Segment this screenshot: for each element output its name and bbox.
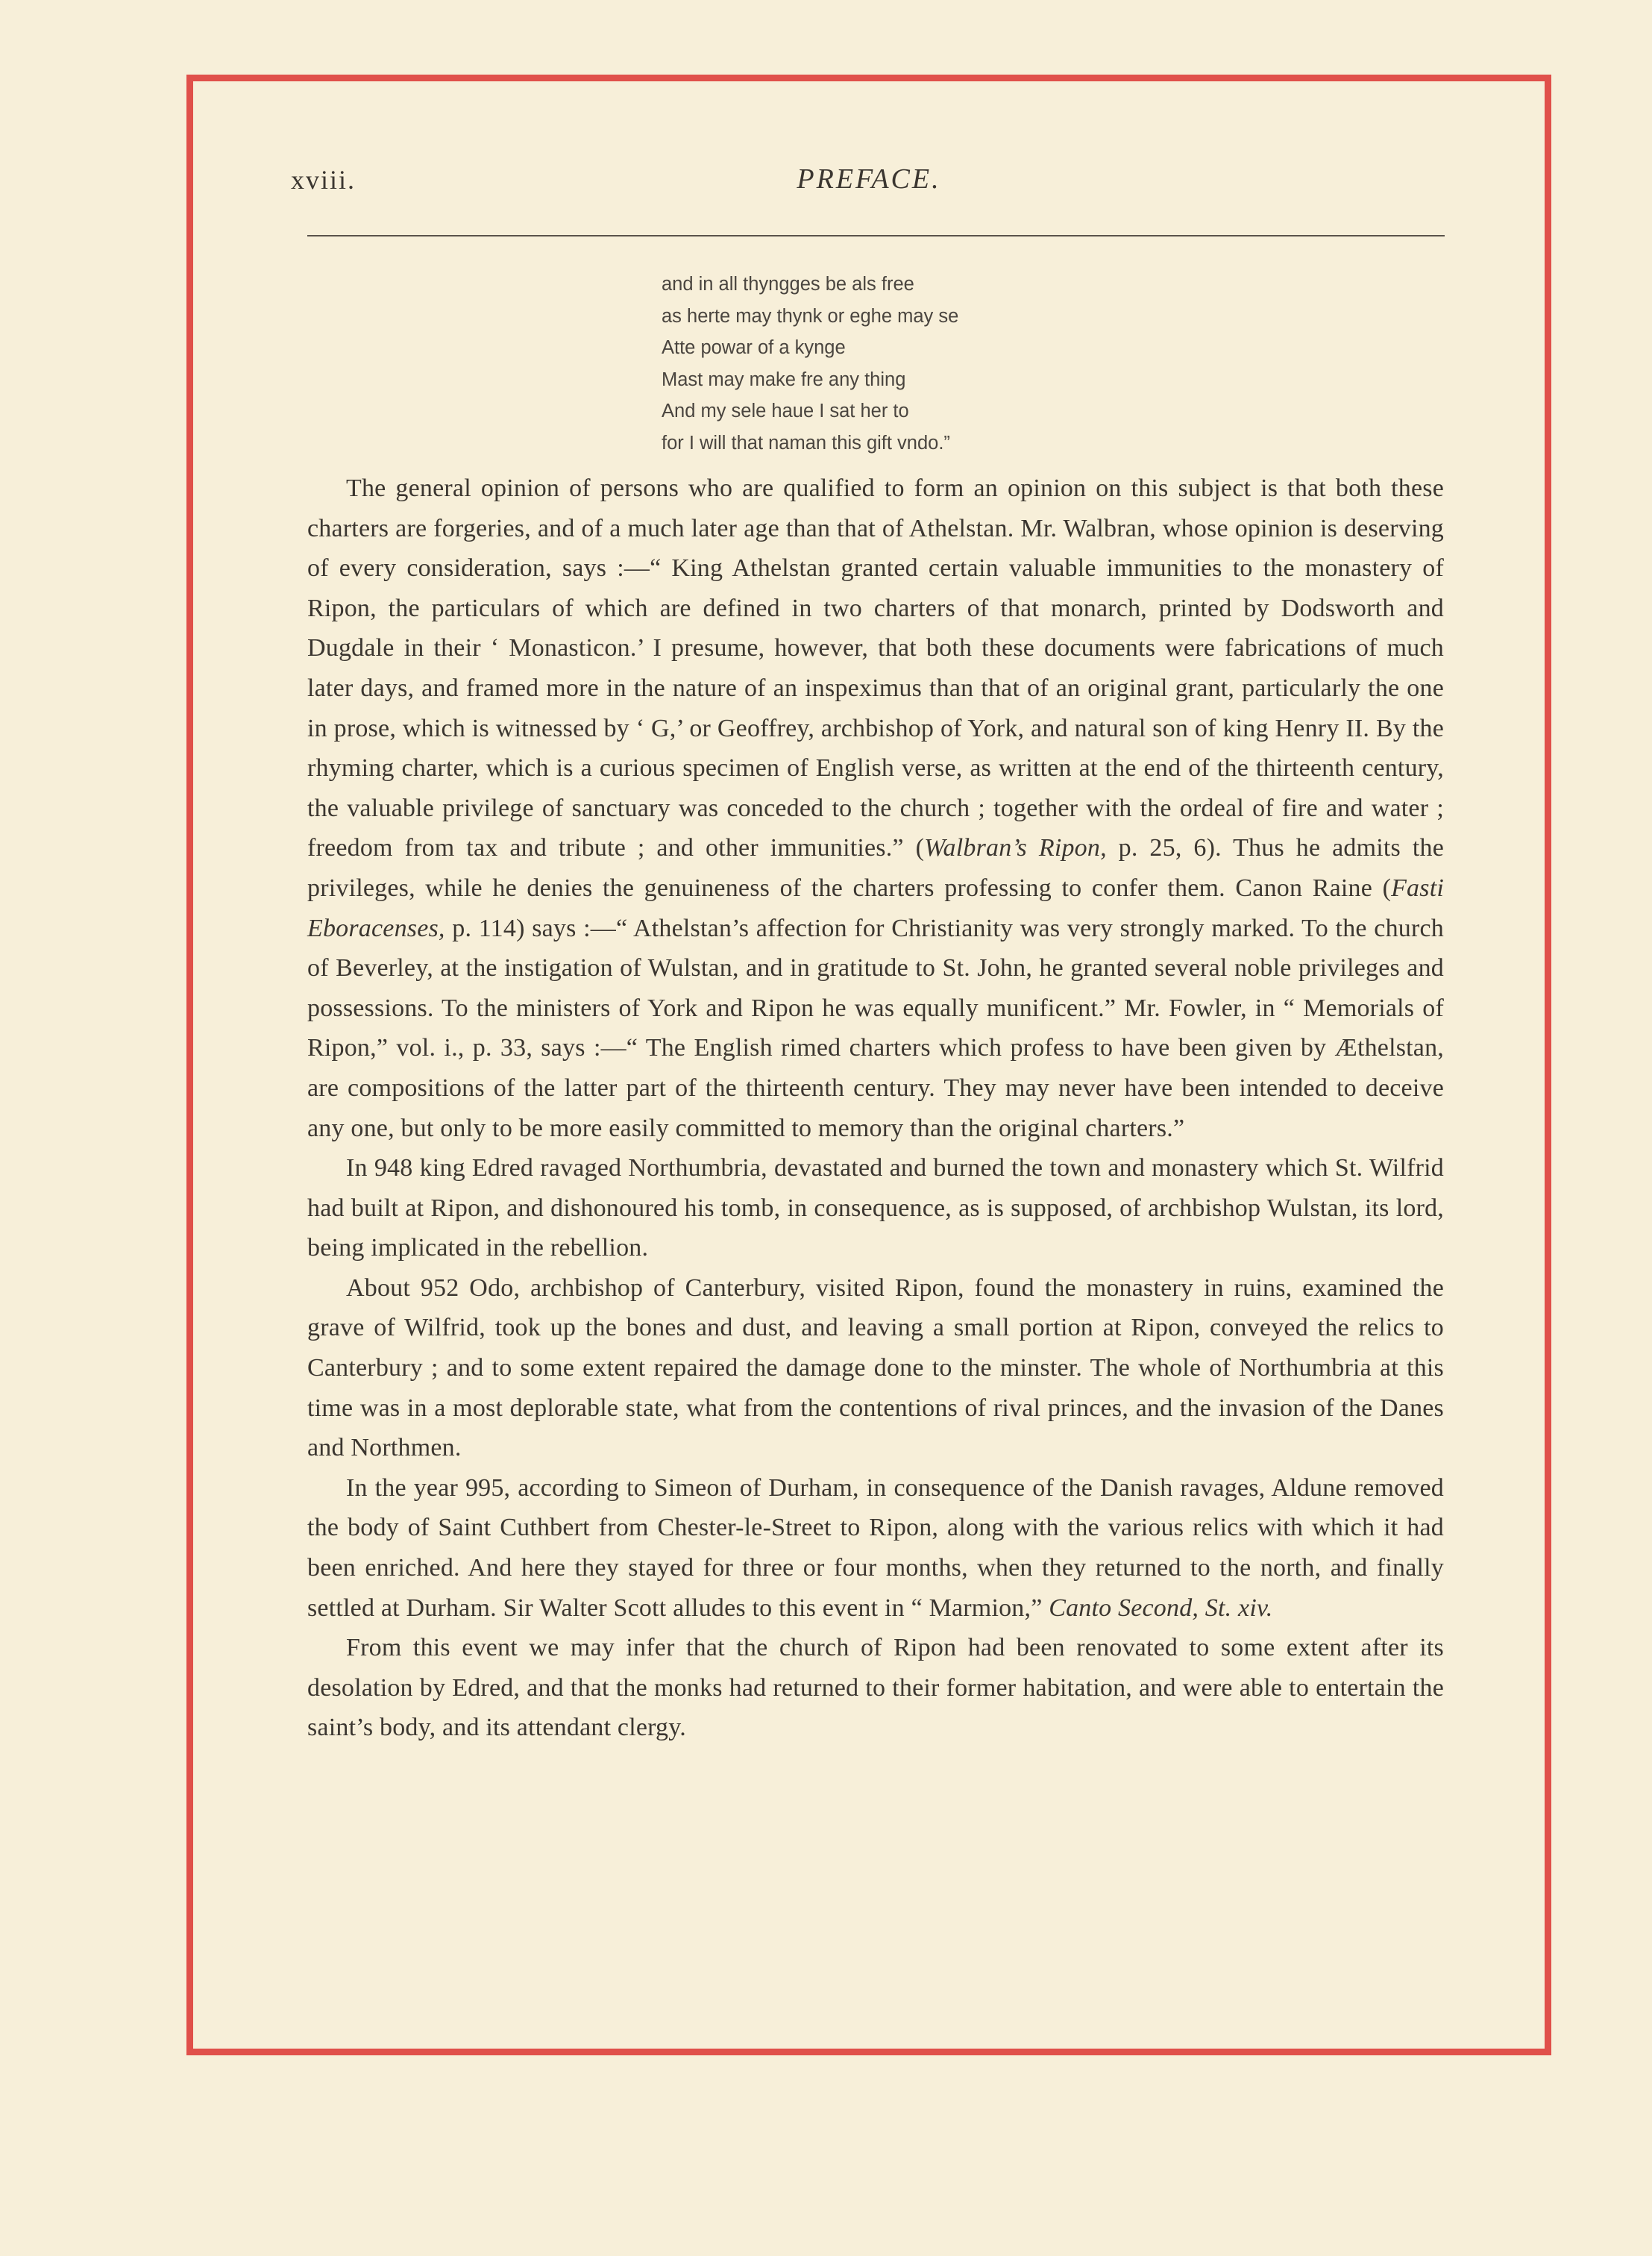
verse-line: for I will that naman this gift vndo.” — [662, 432, 950, 454]
running-title: PREFACE. — [797, 163, 941, 195]
citation-walbran: Walbran’s Ripon, — [924, 834, 1107, 862]
verse-line: and in all thyngges be als free — [662, 274, 914, 295]
verse-line: Mast may make fre any thing — [662, 369, 906, 390]
verse-quotation — [662, 269, 958, 459]
body-text — [307, 469, 1444, 1748]
verse-line: And my sele haue I sat her to — [662, 401, 909, 422]
page-header — [291, 157, 1447, 209]
paragraph-text: p. 25, 6). Thus he admits the privileges, while he denies the genuineness of the charters professing to confer them. Canon Raine ( — [307, 834, 1444, 902]
paragraph-odo: About 952 Odo, archbishop of Canterbury, visited Ripon, found the monastery in ruins, examined the grave of Wilfrid, took up the bones and dust, and leaving a small portion at Ripon, conveyed the relics to Canterbury ; and to some extent repaired the damage done to the minster. The whole of Northumbria at this time was in a most deplorable state, what from the contentions of rival princes, and the invasion of the Danes and Northmen. — [307, 1273, 1444, 1462]
citation-fasti: Fasti Eboracenses, — [307, 874, 1444, 942]
header-rule — [307, 235, 1445, 236]
paragraph-text: The general opinion of persons who are qualified to form an opinion on this subject is that both these charters are forgeries, and of a much later age than that of Athelstan. Mr. Walbran, whose opinion is deserving of every consideration, says :—“ King Athelstan granted certain valuable immunities to the monastery of Ripon, the particulars of which are defined in two charters of that monarch, printed by Dodsworth and Dugdale in their ‘ Monasticon.’ I presume, however, that both these documents were fabrications of much later days, and framed more in the nature of an inspeximus than that of an original grant, particularly the one in prose, which is witnessed by ‘ G,’ or Geoffrey, archbishop of York, and natural son of king Henry II. By the rhyming charter, which is a curious specimen of English verse, as written at the end of the thirteenth century, the valuable privilege of sanctuary was conceded to the church ; together with the ordeal of fire and water ; freedom from tax and tribute ; and other immunities.” ( — [307, 474, 1444, 862]
verse-line: as herte may thynk or eghe may se — [662, 305, 959, 327]
paragraph-cuthbert — [307, 1468, 1444, 1628]
citation-marmion: Canto Second, St. xiv. — [1049, 1594, 1273, 1622]
page-number: xviii. — [291, 165, 357, 195]
paragraph-charters-opinion — [307, 469, 1444, 1148]
paragraph-text: In the year 995, according to Simeon of Durham, in consequence of the Danish ravages, Aldune removed the body of Saint Cuthbert from Chester-le-Street to Ripon, along with the various relics with which it had been enriched. And here they stayed for three or four months, when they returned to the north, and finally settled at Durham. Sir Walter Scott alludes to this event in “ Marmion,” — [307, 1473, 1444, 1622]
paragraph-edred: In 948 king Edred ravaged Northumbria, devastated and burned the town and monastery which St. Wilfrid had built at Ripon, and dishonoured his tomb, in consequence, as is supposed, of archbishop Wulstan, its lord, being implicated in the rebellion. — [307, 1154, 1444, 1262]
paragraph-text: p. 114) says :—“ Athelstan’s affection for Christianity was very strongly marked. To the church of Beverley, at the instigation of Wulstan, and in gratitude to St. John, he granted several noble privileges and possessions. To the ministers of York and Ripon he was equally munificent.” Mr. Fowler, in “ Memorials of Ripon,” vol. i., p. 33, says :—“ The English rimed charters which profess to have been given by Æthelstan, are compositions of the latter part of the thirteenth century. They may never have been intended to deceive any one, but only to be more easily committed to memory than the original charters.” — [307, 914, 1444, 1142]
paragraph-renovation: From this event we may infer that the church of Ripon had been renovated to some extent after its desolation by Edred, and that the monks had returned to their former habitation, and were able to entertain the saint’s body, and its attendant clergy. — [307, 1634, 1444, 1742]
verse-line: Atte powar of a kynge — [662, 337, 846, 358]
